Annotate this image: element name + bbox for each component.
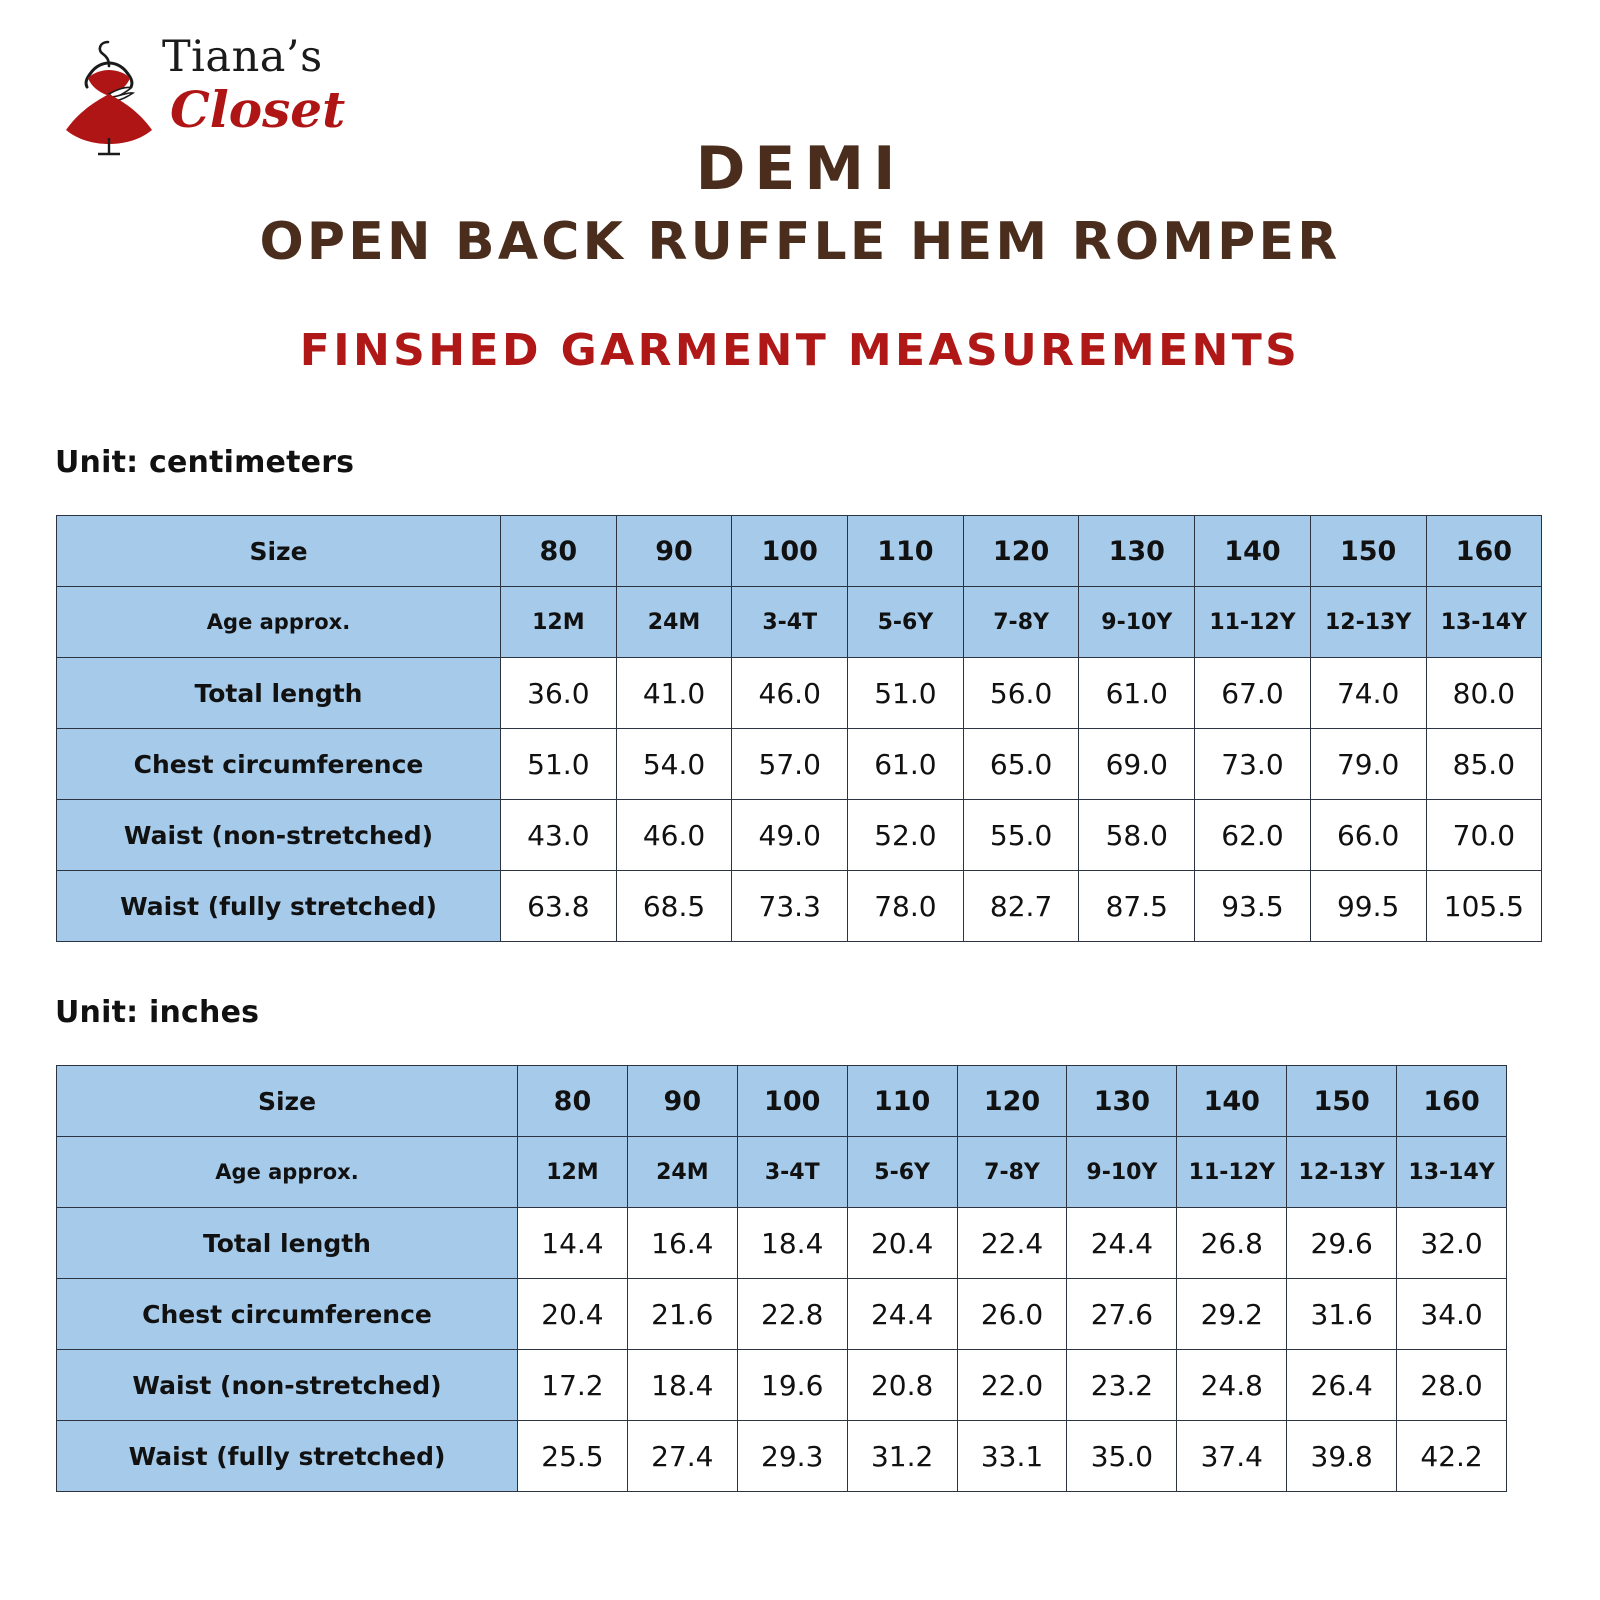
measurement-value-cell: 14.4: [518, 1208, 628, 1279]
measurement-value-cell: 57.0: [732, 729, 848, 800]
age-header-cell: 7-8Y: [963, 587, 1079, 658]
table-row: [57, 871, 1542, 942]
measurement-value-cell: 31.2: [847, 1421, 957, 1492]
measurement-value-cell: 80.0: [1426, 658, 1542, 729]
size-header-cell: 90: [616, 516, 732, 587]
measurement-row-label: Total length: [57, 1208, 518, 1279]
measurement-value-cell: 35.0: [1067, 1421, 1177, 1492]
page-title: DEMI: [695, 134, 905, 204]
measurement-value-cell: 66.0: [1310, 800, 1426, 871]
measurement-value-cell: 54.0: [616, 729, 732, 800]
age-header-cell: 11-12Y: [1177, 1137, 1287, 1208]
measurement-value-cell: 73.0: [1195, 729, 1311, 800]
measurement-value-cell: 99.5: [1310, 871, 1426, 942]
measurement-value-cell: 32.0: [1397, 1208, 1507, 1279]
measurement-value-cell: 105.5: [1426, 871, 1542, 942]
measurement-value-cell: 73.3: [732, 871, 848, 942]
size-header-cell: 160: [1397, 1066, 1507, 1137]
brand-name-line2: Closet: [170, 80, 346, 139]
measurement-value-cell: 16.4: [627, 1208, 737, 1279]
measurement-value-cell: 29.3: [737, 1421, 847, 1492]
table-row: [57, 1421, 1507, 1492]
size-header-cell: 120: [963, 516, 1079, 587]
measurement-row-label: Chest circumference: [57, 1279, 518, 1350]
age-header-cell: 9-10Y: [1067, 1137, 1177, 1208]
measurement-value-cell: 29.6: [1287, 1208, 1397, 1279]
measurement-value-cell: 34.0: [1397, 1279, 1507, 1350]
table-row-age: [57, 1137, 1507, 1208]
unit-label-inches: Unit: inches: [55, 995, 260, 1030]
size-header-cell: 90: [627, 1066, 737, 1137]
measurement-row-label: Waist (fully stretched): [57, 1421, 518, 1492]
measurement-value-cell: 26.4: [1287, 1350, 1397, 1421]
size-header-cell: 80: [518, 1066, 628, 1137]
table-row: [57, 1279, 1507, 1350]
size-header-cell: 130: [1079, 516, 1195, 587]
measurement-value-cell: 52.0: [848, 800, 964, 871]
age-header-cell: 24M: [616, 587, 732, 658]
size-header-cell: 140: [1195, 516, 1311, 587]
age-header-cell: 12-13Y: [1287, 1137, 1397, 1208]
page-subtitle: OPEN BACK RUFFLE HEM ROMPER: [259, 212, 1341, 272]
age-header-cell: 5-6Y: [847, 1137, 957, 1208]
table-row: [57, 1350, 1507, 1421]
table-row-size: [57, 1066, 1507, 1137]
measurement-value-cell: 69.0: [1079, 729, 1195, 800]
measurement-value-cell: 22.0: [957, 1350, 1067, 1421]
measurement-value-cell: 70.0: [1426, 800, 1542, 871]
size-header-cell: 140: [1177, 1066, 1287, 1137]
age-header-cell: 12M: [518, 1137, 628, 1208]
measurement-value-cell: 82.7: [963, 871, 1079, 942]
size-header-cell: 160: [1426, 516, 1542, 587]
measurement-value-cell: 31.6: [1287, 1279, 1397, 1350]
measurement-value-cell: 51.0: [848, 658, 964, 729]
measurement-value-cell: 22.8: [737, 1279, 847, 1350]
measurement-value-cell: 37.4: [1177, 1421, 1287, 1492]
measurement-value-cell: 74.0: [1310, 658, 1426, 729]
measurement-value-cell: 19.6: [737, 1350, 847, 1421]
measurement-value-cell: 61.0: [848, 729, 964, 800]
size-header-cell: 100: [732, 516, 848, 587]
measurement-value-cell: 62.0: [1195, 800, 1311, 871]
measurement-value-cell: 26.8: [1177, 1208, 1287, 1279]
measurement-value-cell: 24.4: [1067, 1208, 1177, 1279]
table-row: [57, 1208, 1507, 1279]
measurement-value-cell: 68.5: [616, 871, 732, 942]
age-header-cell: 3-4T: [737, 1137, 847, 1208]
size-header-cell: 130: [1067, 1066, 1177, 1137]
measurement-value-cell: 25.5: [518, 1421, 628, 1492]
measurement-value-cell: 51.0: [501, 729, 617, 800]
measurement-value-cell: 29.2: [1177, 1279, 1287, 1350]
size-header-cell: 100: [737, 1066, 847, 1137]
measurement-value-cell: 24.8: [1177, 1350, 1287, 1421]
table-row: [57, 729, 1542, 800]
size-header-cell: 110: [847, 1066, 957, 1137]
measurement-value-cell: 17.2: [518, 1350, 628, 1421]
measurement-row-label: Waist (non-stretched): [57, 800, 501, 871]
measurement-value-cell: 33.1: [957, 1421, 1067, 1492]
table-row: [57, 658, 1542, 729]
measurement-value-cell: 42.2: [1397, 1421, 1507, 1492]
table-row: [57, 800, 1542, 871]
page-tagline: FINSHED GARMENT MEASUREMENTS: [299, 324, 1301, 376]
measurement-value-cell: 65.0: [963, 729, 1079, 800]
table-row-size: [57, 516, 1542, 587]
age-header-cell: 7-8Y: [957, 1137, 1067, 1208]
size-row-label: Size: [57, 516, 501, 587]
measurement-value-cell: 46.0: [732, 658, 848, 729]
measurement-value-cell: 85.0: [1426, 729, 1542, 800]
measurements-table-centimeters: [56, 515, 1542, 942]
measurement-value-cell: 63.8: [501, 871, 617, 942]
size-row-label: Size: [57, 1066, 518, 1137]
measurement-value-cell: 24.4: [847, 1279, 957, 1350]
measurement-value-cell: 79.0: [1310, 729, 1426, 800]
measurement-value-cell: 67.0: [1195, 658, 1311, 729]
measurement-value-cell: 36.0: [501, 658, 617, 729]
measurement-value-cell: 87.5: [1079, 871, 1195, 942]
age-header-cell: 5-6Y: [848, 587, 964, 658]
measurement-value-cell: 41.0: [616, 658, 732, 729]
measurement-value-cell: 20.4: [518, 1279, 628, 1350]
age-header-cell: 13-14Y: [1397, 1137, 1507, 1208]
measurement-value-cell: 27.6: [1067, 1279, 1177, 1350]
age-header-cell: 3-4T: [732, 587, 848, 658]
age-header-cell: 9-10Y: [1079, 587, 1195, 658]
size-header-cell: 150: [1310, 516, 1426, 587]
measurement-value-cell: 46.0: [616, 800, 732, 871]
measurement-value-cell: 28.0: [1397, 1350, 1507, 1421]
measurement-value-cell: 20.8: [847, 1350, 957, 1421]
measurement-value-cell: 22.4: [957, 1208, 1067, 1279]
age-row-label: Age approx.: [57, 587, 501, 658]
size-header-cell: 150: [1287, 1066, 1397, 1137]
measurement-value-cell: 58.0: [1079, 800, 1195, 871]
age-header-cell: 11-12Y: [1195, 587, 1311, 658]
measurements-table-inches: [56, 1065, 1507, 1492]
age-header-cell: 12M: [501, 587, 617, 658]
measurement-value-cell: 61.0: [1079, 658, 1195, 729]
measurement-value-cell: 21.6: [627, 1279, 737, 1350]
measurement-value-cell: 78.0: [848, 871, 964, 942]
size-header-cell: 80: [501, 516, 617, 587]
measurement-row-label: Waist (non-stretched): [57, 1350, 518, 1421]
measurement-value-cell: 27.4: [627, 1421, 737, 1492]
measurement-value-cell: 18.4: [737, 1208, 847, 1279]
measurement-value-cell: 23.2: [1067, 1350, 1177, 1421]
age-header-cell: 24M: [627, 1137, 737, 1208]
size-header-cell: 110: [848, 516, 964, 587]
measurement-value-cell: 26.0: [957, 1279, 1067, 1350]
unit-label-centimeters: Unit: centimeters: [55, 445, 355, 480]
brand-name-line1: Tiana’s: [162, 32, 323, 82]
measurement-value-cell: 93.5: [1195, 871, 1311, 942]
measurement-row-label: Total length: [57, 658, 501, 729]
size-header-cell: 120: [957, 1066, 1067, 1137]
measurement-value-cell: 18.4: [627, 1350, 737, 1421]
measurement-row-label: Waist (fully stretched): [57, 871, 501, 942]
measurement-value-cell: 56.0: [963, 658, 1079, 729]
header-title-block: [0, 134, 1600, 376]
age-row-label: Age approx.: [57, 1137, 518, 1208]
measurement-value-cell: 55.0: [963, 800, 1079, 871]
measurement-value-cell: 20.4: [847, 1208, 957, 1279]
age-header-cell: 12-13Y: [1310, 587, 1426, 658]
measurement-value-cell: 39.8: [1287, 1421, 1397, 1492]
age-header-cell: 13-14Y: [1426, 587, 1542, 658]
measurement-row-label: Chest circumference: [57, 729, 501, 800]
measurement-value-cell: 49.0: [732, 800, 848, 871]
table-row-age: [57, 587, 1542, 658]
measurement-value-cell: 43.0: [501, 800, 617, 871]
